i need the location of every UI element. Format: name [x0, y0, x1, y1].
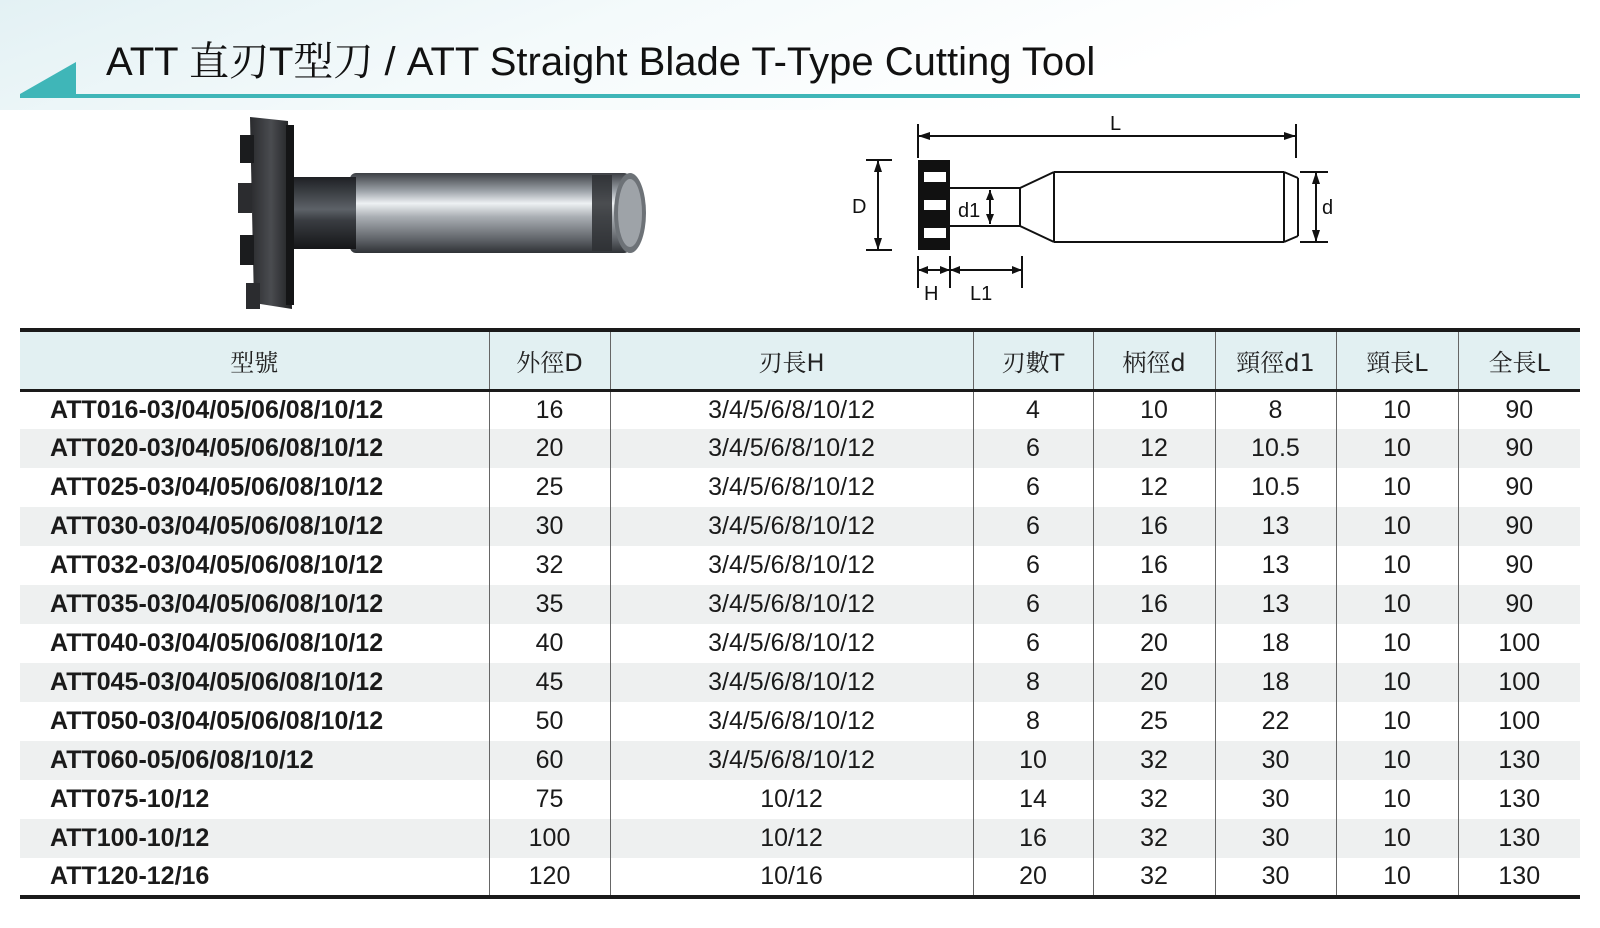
table-cell: ATT016-03/04/05/06/08/10/12 [50, 395, 384, 424]
table-cell: 22 [1215, 702, 1336, 741]
table-cell: 30 [1215, 741, 1336, 780]
table-cell: 30 [1215, 780, 1336, 819]
table-cell: 32 [489, 546, 610, 585]
table-cell: 10 [1336, 390, 1458, 429]
table-cell: 100 [1458, 663, 1580, 702]
column-header: 頸長L [1336, 330, 1458, 390]
table-cell: 16 [1093, 546, 1215, 585]
column-header: 刃數T [973, 330, 1093, 390]
column-header: 頸徑d1 [1215, 330, 1336, 390]
header-divider [20, 94, 1580, 98]
table-cell: 3/4/5/6/8/10/12 [610, 702, 973, 741]
table-cell: 20 [1093, 663, 1215, 702]
table-cell: 32 [1093, 780, 1215, 819]
table-cell: 16 [489, 390, 610, 429]
table-cell: 6 [973, 468, 1093, 507]
table-row [20, 585, 1580, 624]
table-row [20, 663, 1580, 702]
table-cell: 60 [489, 741, 610, 780]
table-cell: 30 [489, 507, 610, 546]
table-cell: 130 [1458, 780, 1580, 819]
table-cell: 8 [1215, 390, 1336, 429]
diagram-label-L1: L1 [970, 283, 993, 305]
diagram-label-H: H [924, 283, 939, 305]
table-cell: 13 [1215, 507, 1336, 546]
table-cell: 130 [1458, 741, 1580, 780]
table-cell: 20 [1093, 624, 1215, 663]
table-cell: 25 [1093, 702, 1215, 741]
spec-table [20, 328, 1580, 899]
table-cell: 10.5 [1215, 429, 1336, 468]
table-cell: ATT032-03/04/05/06/08/10/12 [50, 551, 384, 579]
table-cell: 12 [1093, 468, 1215, 507]
table-cell: 130 [1458, 819, 1580, 858]
table-cell: 10 [1336, 546, 1458, 585]
table-cell: 3/4/5/6/8/10/12 [610, 429, 973, 468]
table-cell: 20 [489, 429, 610, 468]
table-cell: 3/4/5/6/8/10/12 [610, 663, 973, 702]
table-cell: 10 [1336, 663, 1458, 702]
table-cell: 16 [1093, 585, 1215, 624]
table-cell: ATT035-03/04/05/06/08/10/12 [50, 590, 384, 618]
table-cell: ATT100-10/12 [50, 824, 210, 852]
table-cell: 10 [1336, 468, 1458, 507]
table-cell: ATT030-03/04/05/06/08/10/12 [50, 512, 384, 540]
table-cell: 12 [1093, 429, 1215, 468]
table-cell: 10 [1336, 585, 1458, 624]
table-cell: 10 [1336, 741, 1458, 780]
table-cell: ATT045-03/04/05/06/08/10/12 [50, 668, 384, 696]
table-cell: 10 [1336, 624, 1458, 663]
table-cell: 90 [1458, 429, 1580, 468]
table-cell: ATT020-03/04/05/06/08/10/12 [50, 434, 384, 462]
table-cell: 18 [1215, 624, 1336, 663]
table-cell: 13 [1215, 585, 1336, 624]
table-cell: 130 [1458, 858, 1580, 897]
table-row [20, 702, 1580, 741]
table-header-row [20, 330, 1580, 390]
table-cell: 90 [1458, 390, 1580, 429]
column-header: 刃長H [610, 330, 973, 390]
dimension-diagram [852, 110, 1360, 310]
table-cell: 3/4/5/6/8/10/12 [610, 741, 973, 780]
diagram-label-D: D [852, 196, 867, 218]
table-cell: 6 [973, 585, 1093, 624]
table-cell: 16 [973, 819, 1093, 858]
table-row [20, 429, 1580, 468]
diagram-label-L: L [1110, 113, 1122, 135]
table-cell: 75 [489, 780, 610, 819]
table-cell: 10 [973, 741, 1093, 780]
table-cell: 45 [489, 663, 610, 702]
table-cell: 3/4/5/6/8/10/12 [610, 585, 973, 624]
table-cell: 10/12 [610, 819, 973, 858]
table-cell: 10/12 [610, 780, 973, 819]
table-cell: 20 [973, 858, 1093, 897]
page-title: ATT 直刃T型刀 / ATT Straight Blade T-Type Cutting Tool [106, 40, 1096, 84]
column-header: 型號 [20, 330, 489, 390]
table-cell: ATT075-10/12 [50, 785, 210, 813]
table-cell: 100 [489, 819, 610, 858]
table-cell: 18 [1215, 663, 1336, 702]
table-cell: 32 [1093, 858, 1215, 897]
table-cell: ATT120-12/16 [20, 858, 489, 897]
diagram-label-d1: d1 [958, 200, 981, 222]
table-cell: 4 [973, 390, 1093, 429]
table-cell: 32 [1093, 741, 1215, 780]
table-row [20, 780, 1580, 819]
table-cell: 10 [1336, 819, 1458, 858]
table-cell: 25 [489, 468, 610, 507]
table-cell: 16 [1093, 507, 1215, 546]
table-cell: 50 [489, 702, 610, 741]
table-cell: 6 [973, 507, 1093, 546]
column-header: 外徑D [489, 330, 610, 390]
table-cell: 3/4/5/6/8/10/12 [610, 468, 973, 507]
table-cell: 6 [973, 429, 1093, 468]
column-header: 全長L [1458, 330, 1580, 390]
table-cell: 10.5 [1215, 468, 1336, 507]
table-row [20, 546, 1580, 585]
table-cell: 30 [1215, 819, 1336, 858]
table-cell: 90 [1458, 546, 1580, 585]
table-cell: 40 [489, 624, 610, 663]
table-cell: ATT025-03/04/05/06/08/10/12 [50, 473, 384, 501]
table-cell: 3/4/5/6/8/10/12 [610, 390, 973, 429]
table-cell: ATT040-03/04/05/06/08/10/12 [50, 629, 384, 657]
table-row [20, 468, 1580, 507]
table-cell: ATT060-05/06/08/10/12 [50, 746, 314, 774]
table-cell: 6 [973, 546, 1093, 585]
table-cell: 10 [1336, 780, 1458, 819]
table-cell: 32 [1093, 819, 1215, 858]
table-cell: 100 [1458, 624, 1580, 663]
table-cell: 14 [973, 780, 1093, 819]
table-cell: 10 [1336, 507, 1458, 546]
table-cell: 10 [1336, 702, 1458, 741]
table-cell: 3/4/5/6/8/10/12 [610, 624, 973, 663]
table-cell: 90 [1458, 507, 1580, 546]
table-cell: 3/4/5/6/8/10/12 [610, 507, 973, 546]
table-cell: 120 [489, 858, 610, 897]
table-cell: 8 [973, 702, 1093, 741]
table-cell: ATT050-03/04/05/06/08/10/12 [50, 707, 384, 735]
table-cell: 10 [1336, 858, 1458, 897]
header-accent-wedge [20, 60, 80, 98]
table-cell: 8 [973, 663, 1093, 702]
table-row [20, 390, 1580, 429]
table-cell: 10 [1336, 429, 1458, 468]
table-row [20, 624, 1580, 663]
table-row [20, 819, 1580, 858]
table-cell: 3/4/5/6/8/10/12 [610, 546, 973, 585]
table-row [20, 741, 1580, 780]
table-cell: 30 [1215, 858, 1336, 897]
table-cell: 13 [1215, 546, 1336, 585]
table-cell: 100 [1458, 702, 1580, 741]
table-cell: 90 [1458, 468, 1580, 507]
table-cell: 10/16 [610, 858, 973, 897]
diagram-label-d: d [1322, 197, 1334, 219]
column-header: 柄徑d [1093, 330, 1215, 390]
table-cell: 6 [973, 624, 1093, 663]
table-row [20, 858, 1580, 897]
product-photo [230, 115, 670, 315]
table-cell: 35 [489, 585, 610, 624]
table-row [20, 507, 1580, 546]
table-cell: 10 [1093, 390, 1215, 429]
table-cell: 90 [1458, 585, 1580, 624]
